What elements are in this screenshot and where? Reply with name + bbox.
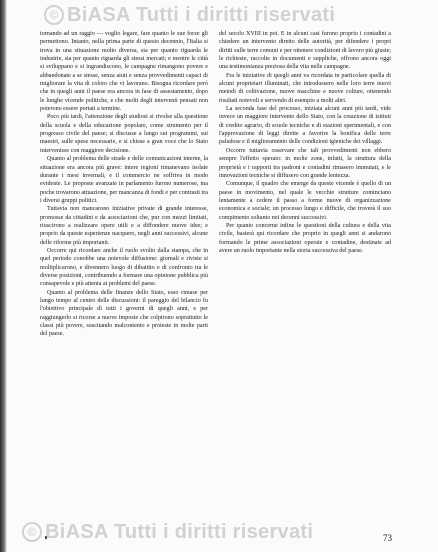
watermark-text: BiASA Tutti i diritti riservati [45, 521, 314, 543]
left-column [40, 30, 208, 530]
paragraph: La seconda fase del processo, iniziata alcuni anni più tardi, vide invece un maggiore intervento dello Stato, con la creazione di istituti di credito agrario, di scuole tecniche e di stazioni sperimentali, e con l'approvazione di leggi dirette a favorire la bonifica delle terre paludose e il miglioramento delle condizioni igieniche dei villaggi. [219, 106, 391, 146]
scan-shadow [0, 0, 7, 552]
paragraph: Occorre tuttavia osservare che tali provvedimenti non ebbero sempre l'effetto sperato: in molte zone, infatti, la struttura della proprietà e i rapporti tra padroni e contadini rimasero immutati, e le innovazioni tecniche si diffusero con grande lentezza. [219, 147, 391, 179]
paragraph: Per quanto concerne infine le questioni della cultura e della vita civile, basterà qui ricordare che proprio in quegli anni si andarono formando le prime associazioni operaie e contadine, destinate ad avere un ruolo importante nella storia successiva del paese. [219, 222, 391, 254]
copyright-icon: © [22, 522, 42, 542]
paragraph: del secolo XVIII in poi. E in alcuni casi furono proprio i contadini a chiedere un intervento diretto delle autorità, per difendere i propri diritti sulle terre comuni e per ottenere condizioni di lavoro più giuste; le richieste, raccolte in documenti e suppliche, offrono ancora oggi una testimonianza preziosa della vita nelle campagne. [219, 31, 391, 71]
page-number: 73 [383, 533, 392, 543]
paragraph: Quanto al problema delle finanze dello Stato, esso rimase per lungo tempo al centro delle discussioni: il pareggio del bilancio fu l'obiettivo principale di tutti i governi di quegli anni, e per raggiungerlo si ricorse a nuove imposte che colpirono soprattutto le classi più povere, suscitando malcontento e proteste in molte parti del paese. [40, 289, 208, 338]
watermark-top [44, 4, 335, 27]
paragraph: Fra le iniziative di quegli anni va ricordata in particolare quella di alcuni proprietari illuminati, che introdussero nelle loro terre nuovi metodi di coltivazione, nuove macchine e nuove colture, ottenendo risultati notevoli e servendo di esempio a molti altri. [219, 72, 391, 104]
copyright-icon: © [44, 5, 64, 25]
paragraph: Quanto al problema delle strade e delle comunicazioni interne, la situazione era ancora più grave: intere regioni rimanevano isolate durante i mesi invernali, e il commercio ne soffriva in modo evidente. Le proposte avanzate in parlamento furono numerose, ma poche trovarono attuazione, per mancanza di fondi e per contrasti tra i diversi gruppi politici. [40, 156, 208, 204]
paragraph: Tuttavia non mancarono iniziative private di grande interesse, promosse da cittadini e da associazioni che, pur con mezzi limitati, riuscirono a realizzare opere utili e a diffondere nuove idee; e proprio da queste esperienze nacquero, negli anni successivi, alcune delle riforme più importanti. [40, 206, 208, 246]
paragraph: Comunque, il quadro che emerge da queste vicende è quello di un paese in movimento, nel quale le vecchie strutture cominciano lentamente a cedere il passo a forme nuove di organizzazione economica e sociale; un processo lungo e difficile, che troverà il suo compimento soltanto nei decenni successivi. [219, 181, 391, 221]
paragraph: tornando ad un raggio — voglio legare, fare quanto le sue forze gli permettono. Intanto, nella prima parte di questo decennio, l'Italia si trova in una situazione molto diversa, sia per quanto riguarda le industrie, sia per quanto riguarda gli stessi mercati; e mentre le città si sviluppano e si ingrandiscono, le campagne rimangono povere e abbandonate a se stesse, senza aiuti e senza provvedimenti capaci di migliorare la vita di coloro che vi lavorano. Bisogna ricordare però che in quegli anni il paese era ancora in fase di assestamento, dopo le lunghe vicende politiche, e che molti degli interventi pensati non poterono essere portati a termine. [40, 31, 208, 113]
right-column [219, 30, 391, 530]
watermark-text: BiASA Tutti i diritti riservati [67, 4, 336, 26]
watermark-bottom [22, 521, 313, 544]
paragraph: Occorre qui ricordare anche il ruolo svolto dalla stampa, che in quel periodo conobbe una notevole diffusione: giornali e riviste si moltiplicarono, e divennero luogo di dibattito e di confronto tra le diverse posizioni, contribuendo a formare una opinione pubblica più consapevole e più attenta ai problemi del paese. [40, 247, 208, 288]
paragraph: Poco più tardi, l'attenzione degli studiosi si rivolse alla questione della scuola e della educazione popolare, come strumento per il progresso civile del paese; si discusse a lungo sui programmi, sui maestri, sulle spese necessarie, e si chiese a gran voce che lo Stato intervenisse con maggiore decisione. [40, 114, 208, 154]
